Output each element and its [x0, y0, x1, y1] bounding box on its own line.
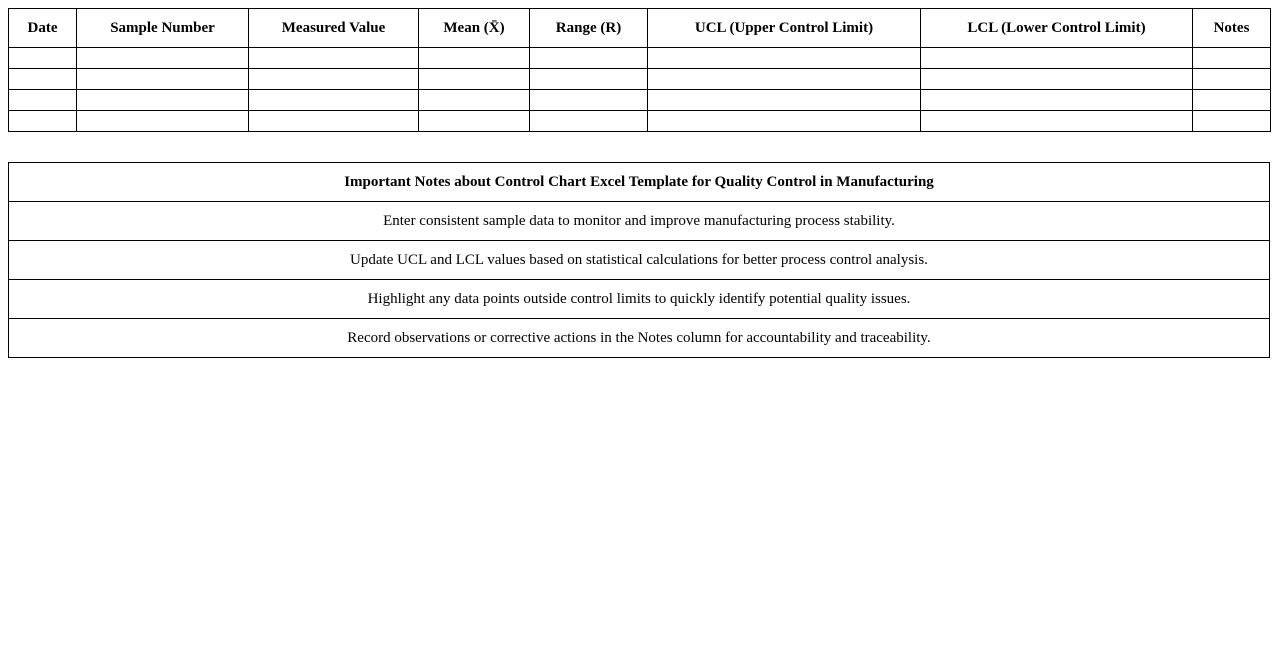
- cell-lcl[interactable]: [921, 69, 1193, 90]
- header-measured-value: Measured Value: [249, 9, 419, 48]
- header-ucl: UCL (Upper Control Limit): [648, 9, 921, 48]
- cell-notes[interactable]: [1193, 111, 1271, 132]
- control-chart-table: [8, 8, 1271, 132]
- notes-title-row: [9, 163, 1270, 202]
- header-lcl: LCL (Lower Control Limit): [921, 9, 1193, 48]
- header-row: [9, 9, 1271, 48]
- cell-measured-value[interactable]: [249, 90, 419, 111]
- cell-ucl[interactable]: [648, 90, 921, 111]
- cell-range[interactable]: [530, 69, 648, 90]
- cell-range[interactable]: [530, 48, 648, 69]
- table-row: [9, 111, 1271, 132]
- important-notes-table: [8, 162, 1270, 358]
- cell-lcl[interactable]: [921, 48, 1193, 69]
- cell-sample-number[interactable]: [77, 48, 249, 69]
- cell-lcl[interactable]: [921, 90, 1193, 111]
- note-item: Record observations or corrective actions in the Notes column for accountability and traceability.: [9, 319, 1270, 358]
- cell-ucl[interactable]: [648, 111, 921, 132]
- note-row: [9, 319, 1270, 358]
- header-notes: Notes: [1193, 9, 1271, 48]
- cell-date[interactable]: [9, 48, 77, 69]
- table-row: [9, 48, 1271, 69]
- cell-measured-value[interactable]: [249, 111, 419, 132]
- cell-range[interactable]: [530, 90, 648, 111]
- cell-sample-number[interactable]: [77, 69, 249, 90]
- notes-title: Important Notes about Control Chart Excel Template for Quality Control in Manufacturing: [9, 163, 1270, 202]
- note-row: [9, 241, 1270, 280]
- cell-mean[interactable]: [419, 111, 530, 132]
- cell-range[interactable]: [530, 111, 648, 132]
- note-row: [9, 280, 1270, 319]
- cell-date[interactable]: [9, 90, 77, 111]
- header-mean: Mean (X̄): [419, 9, 530, 48]
- cell-mean[interactable]: [419, 48, 530, 69]
- note-row: [9, 202, 1270, 241]
- cell-sample-number[interactable]: [77, 111, 249, 132]
- cell-notes[interactable]: [1193, 69, 1271, 90]
- cell-sample-number[interactable]: [77, 90, 249, 111]
- note-item: Update UCL and LCL values based on statistical calculations for better process control analysis.: [9, 241, 1270, 280]
- note-item: Enter consistent sample data to monitor and improve manufacturing process stability.: [9, 202, 1270, 241]
- cell-measured-value[interactable]: [249, 69, 419, 90]
- cell-measured-value[interactable]: [249, 48, 419, 69]
- cell-ucl[interactable]: [648, 69, 921, 90]
- cell-notes[interactable]: [1193, 48, 1271, 69]
- cell-notes[interactable]: [1193, 90, 1271, 111]
- cell-mean[interactable]: [419, 90, 530, 111]
- table-row: [9, 90, 1271, 111]
- cell-mean[interactable]: [419, 69, 530, 90]
- header-date: Date: [9, 9, 77, 48]
- cell-date[interactable]: [9, 69, 77, 90]
- cell-ucl[interactable]: [648, 48, 921, 69]
- cell-date[interactable]: [9, 111, 77, 132]
- header-range: Range (R): [530, 9, 648, 48]
- table-row: [9, 69, 1271, 90]
- note-item: Highlight any data points outside control limits to quickly identify potential quality issues.: [9, 280, 1270, 319]
- cell-lcl[interactable]: [921, 111, 1193, 132]
- header-sample-number: Sample Number: [77, 9, 249, 48]
